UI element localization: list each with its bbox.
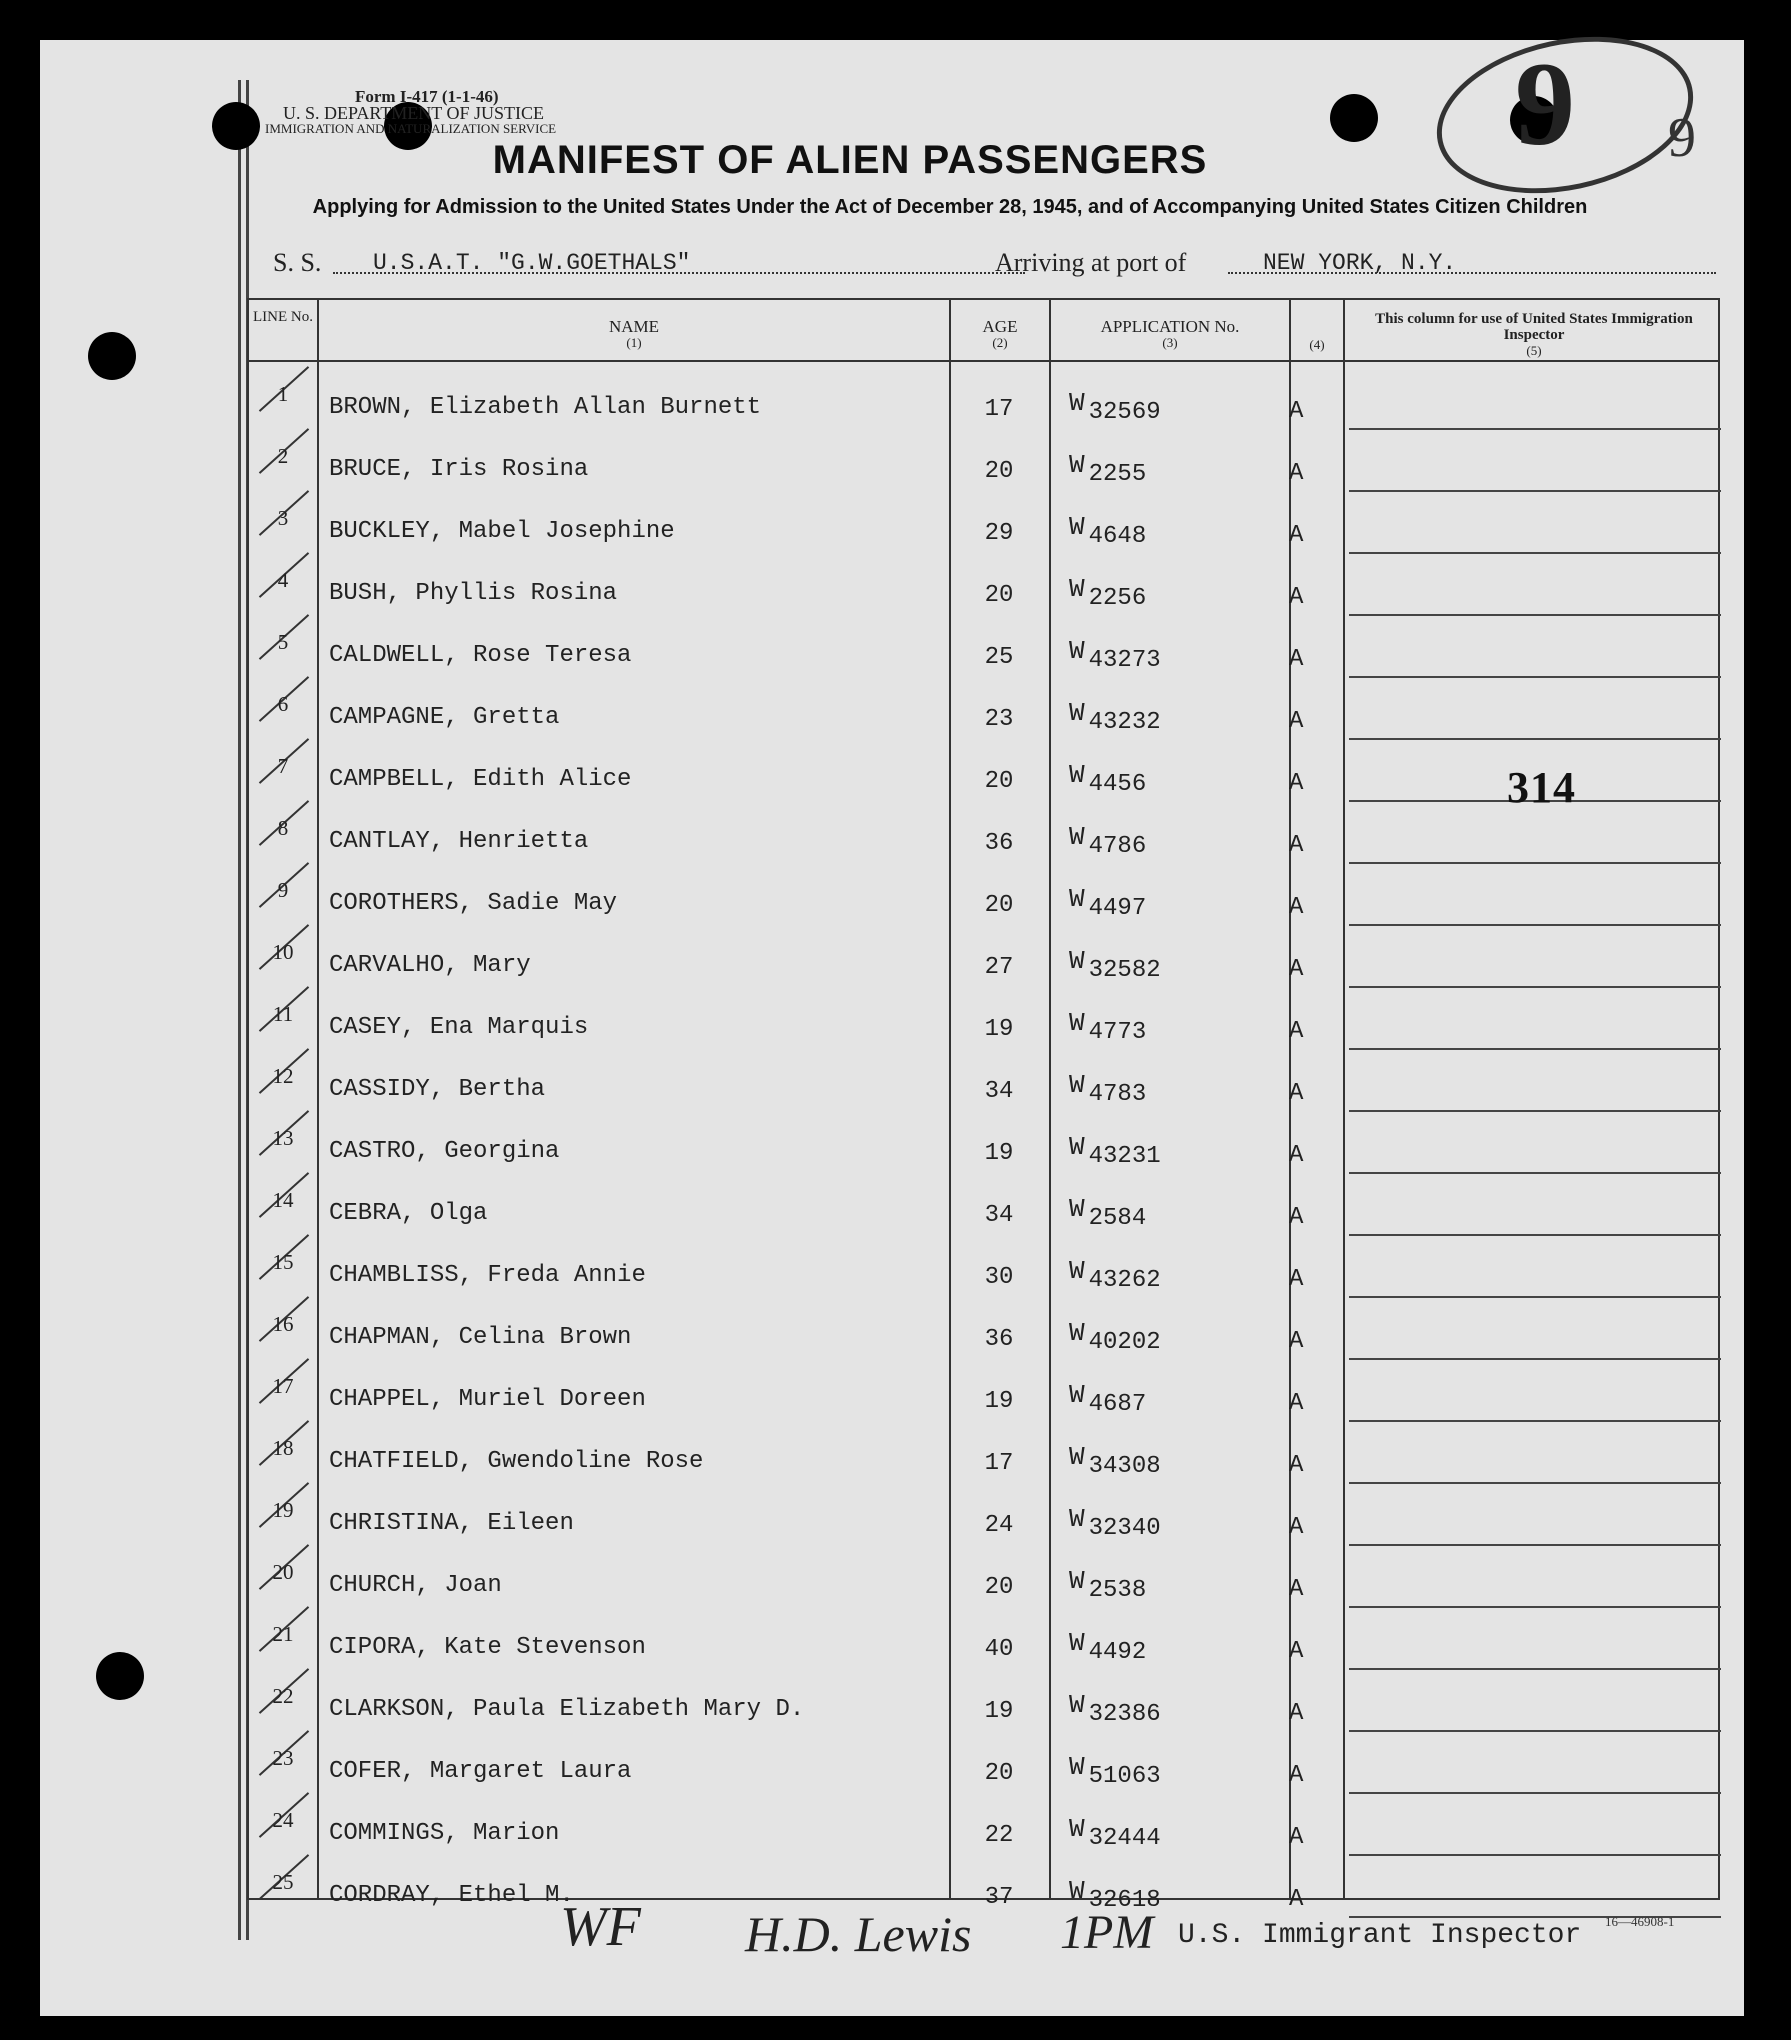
- footer-initials: WF: [560, 1896, 641, 1958]
- status-code: A: [1289, 1824, 1304, 1851]
- table-row: [249, 1242, 1722, 1304]
- line-number: 15: [272, 1250, 294, 1274]
- application-prefix: W: [1069, 1070, 1085, 1100]
- table-row: [249, 1304, 1722, 1366]
- inspector-entry-line: [1349, 428, 1721, 430]
- application-digits: 43262: [1088, 1267, 1161, 1294]
- table-row: [249, 746, 1722, 808]
- passenger-age: 23: [984, 706, 1014, 733]
- application-number: [1069, 450, 1147, 488]
- table-row: [249, 1366, 1722, 1428]
- passenger-age: 20: [984, 768, 1014, 795]
- line-number: 3: [277, 506, 289, 530]
- status-code: A: [1289, 1018, 1304, 1045]
- status-code: A: [1289, 1762, 1304, 1789]
- status-code: A: [1289, 1080, 1304, 1107]
- application-digits: 32569: [1088, 399, 1161, 426]
- inspector-entry-line: [1349, 986, 1721, 988]
- status-code: A: [1289, 398, 1304, 425]
- inspector-signature: H.D. Lewis: [745, 1906, 972, 1962]
- table-row: [249, 1862, 1722, 1924]
- passenger-age: 34: [984, 1078, 1014, 1105]
- application-digits: 4456: [1088, 771, 1147, 798]
- application-digits: 2255: [1088, 461, 1147, 488]
- application-prefix: W: [1069, 1318, 1085, 1348]
- page-number-small: 9: [1668, 107, 1696, 169]
- inspector-entry-line: [1349, 676, 1721, 678]
- application-number: [1069, 1752, 1161, 1790]
- passenger-age: 20: [984, 1760, 1014, 1787]
- header-line-no: LINE No.: [253, 309, 313, 325]
- inspector-entry-line: [1349, 738, 1721, 740]
- inspector-entry-line: [1349, 1172, 1721, 1174]
- status-code: A: [1289, 1204, 1304, 1231]
- status-code: A: [1289, 832, 1304, 859]
- inspector-entry-line: [1349, 614, 1721, 616]
- application-digits: 43231: [1088, 1143, 1161, 1170]
- application-number: [1069, 636, 1161, 674]
- passenger-age: 17: [984, 396, 1014, 423]
- passenger-name: CASEY, Ena Marquis: [329, 1014, 589, 1041]
- application-digits: 4783: [1088, 1081, 1147, 1108]
- ship-line: [273, 248, 1716, 278]
- application-prefix: W: [1069, 388, 1085, 418]
- status-code: A: [1289, 1390, 1304, 1417]
- punch-hole: [212, 102, 260, 150]
- application-prefix: W: [1069, 1194, 1085, 1224]
- passenger-name: CHAPPEL, Muriel Doreen: [329, 1386, 646, 1413]
- table-row: [249, 932, 1722, 994]
- application-prefix: W: [1069, 1814, 1085, 1844]
- inspector-entry-line: [1349, 1544, 1721, 1546]
- application-digits: 32582: [1088, 957, 1161, 984]
- application-digits: 34308: [1088, 1453, 1161, 1480]
- line-number: 17: [272, 1374, 294, 1398]
- application-prefix: W: [1069, 698, 1085, 728]
- line-number: 22: [272, 1684, 294, 1708]
- passenger-name: CARVALHO, Mary: [329, 952, 531, 979]
- passenger-name: BRUCE, Iris Rosina: [329, 456, 589, 483]
- passenger-name: CIPORA, Kate Stevenson: [329, 1634, 646, 1661]
- application-number: [1069, 1814, 1161, 1852]
- status-code: A: [1289, 460, 1304, 487]
- application-number: [1069, 1318, 1161, 1356]
- arriving-label: Arriving at port of: [995, 248, 1187, 277]
- line-number: 25: [272, 1870, 294, 1894]
- inspector-entry-line: [1349, 862, 1721, 864]
- status-code: A: [1289, 646, 1304, 673]
- inspector-entry-line: [1349, 1358, 1721, 1360]
- passenger-name: CAMPBELL, Edith Alice: [329, 766, 632, 793]
- passenger-name: CASSIDY, Bertha: [329, 1076, 546, 1103]
- inspector-entry-line: [1349, 552, 1721, 554]
- application-digits: 4687: [1088, 1391, 1147, 1418]
- punch-hole: [1330, 94, 1378, 142]
- application-number: [1069, 946, 1161, 984]
- passenger-name: CANTLAY, Henrietta: [329, 828, 589, 855]
- application-prefix: W: [1069, 1504, 1085, 1534]
- application-prefix: W: [1069, 1876, 1085, 1906]
- passenger-name: CLARKSON, Paula Elizabeth Mary D.: [329, 1696, 805, 1723]
- passenger-name: CORDRAY, Ethel M.: [329, 1882, 574, 1909]
- passenger-age: 34: [984, 1202, 1014, 1229]
- application-number: [1069, 822, 1147, 860]
- passenger-name: COMMINGS, Marion: [329, 1820, 560, 1847]
- table-row: [249, 1800, 1722, 1862]
- inspector-entry-line: [1349, 1110, 1721, 1112]
- punch-hole: [88, 332, 136, 380]
- application-prefix: W: [1069, 1132, 1085, 1162]
- application-number: [1069, 1566, 1147, 1604]
- passenger-name: CHAPMAN, Celina Brown: [329, 1324, 632, 1351]
- line-number: 24: [272, 1808, 294, 1832]
- punch-hole: [96, 1652, 144, 1700]
- status-code: A: [1289, 770, 1304, 797]
- passenger-name: CEBRA, Olga: [329, 1200, 488, 1227]
- application-number: [1069, 1008, 1147, 1046]
- passenger-name: BUCKLEY, Mabel Josephine: [329, 518, 675, 545]
- inspector-entry-line: [1349, 1668, 1721, 1670]
- application-number: [1069, 1380, 1147, 1418]
- line-number: 12: [272, 1064, 294, 1088]
- ship-name: U.S.A.T. "G.W.GOETHALS": [373, 250, 691, 276]
- passenger-name: CALDWELL, Rose Teresa: [329, 642, 632, 669]
- inspector-entry-line: [1349, 924, 1721, 926]
- table-row: [249, 994, 1722, 1056]
- inspector-entry-line: [1349, 1606, 1721, 1608]
- application-digits: 2256: [1088, 585, 1147, 612]
- status-code: A: [1289, 708, 1304, 735]
- application-number: [1069, 1628, 1147, 1666]
- line-number: 1: [277, 382, 289, 406]
- application-prefix: W: [1069, 636, 1085, 666]
- header-divider: [249, 360, 1718, 362]
- line-number: 5: [277, 630, 289, 654]
- passenger-age: 36: [984, 830, 1014, 857]
- passenger-table: [247, 298, 1720, 1914]
- passenger-name: CHURCH, Joan: [329, 1572, 502, 1599]
- passenger-name: CHAMBLISS, Freda Annie: [329, 1262, 646, 1289]
- passenger-age: 19: [984, 1388, 1014, 1415]
- application-digits: 43232: [1088, 709, 1161, 736]
- status-code: A: [1289, 1886, 1304, 1913]
- application-prefix: W: [1069, 574, 1085, 604]
- inspector-entry-line: [1349, 1792, 1721, 1794]
- application-prefix: W: [1069, 1442, 1085, 1472]
- header-col4: (4): [1309, 337, 1325, 352]
- line-number: 16: [272, 1312, 294, 1336]
- passenger-name: CASTRO, Georgina: [329, 1138, 560, 1165]
- inspector-title: U.S. Immigrant Inspector: [1178, 1920, 1582, 1951]
- header-name: NAME (1): [608, 317, 660, 350]
- inspector-entry-line: [1349, 490, 1721, 492]
- department-name: U. S. DEPARTMENT OF JUSTICE: [283, 103, 544, 123]
- page-title: MANIFEST OF ALIEN PASSENGERS: [492, 138, 1208, 182]
- application-number: [1069, 760, 1147, 798]
- table-row: [249, 1428, 1722, 1490]
- application-number: [1069, 1194, 1147, 1232]
- application-digits: 32444: [1088, 1825, 1161, 1852]
- header-application: APPLICATION No. (3): [1100, 317, 1240, 350]
- application-digits: 40202: [1088, 1329, 1161, 1356]
- status-code: A: [1289, 1514, 1304, 1541]
- table-row: [249, 560, 1722, 622]
- application-prefix: W: [1069, 1380, 1085, 1410]
- application-number: [1069, 884, 1147, 922]
- form-number: Form I-417 (1-1-46): [355, 87, 499, 106]
- application-digits: 4492: [1088, 1639, 1147, 1666]
- table-row: [249, 498, 1722, 560]
- table-row: [249, 1490, 1722, 1552]
- passenger-age: 40: [984, 1636, 1014, 1663]
- passenger-name: COFER, Margaret Laura: [329, 1758, 632, 1785]
- passenger-name: CHATFIELD, Gwendoline Rose: [329, 1448, 704, 1475]
- application-number: [1069, 388, 1161, 426]
- passenger-age: 24: [984, 1512, 1014, 1539]
- table-row: [249, 1056, 1722, 1118]
- line-number: 6: [277, 692, 289, 716]
- passenger-age: 19: [984, 1016, 1014, 1043]
- passenger-name: COROTHERS, Sadie May: [329, 890, 618, 917]
- status-code: A: [1289, 894, 1304, 921]
- status-code: A: [1289, 1328, 1304, 1355]
- passenger-age: 20: [984, 892, 1014, 919]
- application-prefix: W: [1069, 512, 1085, 542]
- line-number: 20: [272, 1560, 294, 1584]
- application-prefix: W: [1069, 822, 1085, 852]
- table-row: [249, 1614, 1722, 1676]
- table-row: [249, 808, 1722, 870]
- passenger-age: 22: [984, 1822, 1014, 1849]
- passenger-age: 25: [984, 644, 1014, 671]
- line-number: 9: [277, 878, 289, 902]
- inspector-entry-line: [1349, 1854, 1721, 1856]
- table-row: [249, 1676, 1722, 1738]
- application-prefix: W: [1069, 1628, 1085, 1658]
- passenger-name: CHRISTINA, Eileen: [329, 1510, 574, 1537]
- passenger-age: 27: [984, 954, 1014, 981]
- application-digits: 4648: [1088, 523, 1147, 550]
- application-prefix: W: [1069, 946, 1085, 976]
- line-number: 23: [272, 1746, 294, 1770]
- application-digits: 43273: [1088, 647, 1161, 674]
- application-digits: 32340: [1088, 1515, 1161, 1542]
- line-number: 14: [272, 1188, 294, 1212]
- passenger-name: BROWN, Elizabeth Allan Burnett: [329, 394, 762, 421]
- status-code: A: [1289, 1638, 1304, 1665]
- passenger-age: 17: [984, 1450, 1014, 1477]
- inspector-entry-line: [1349, 1730, 1721, 1732]
- application-number: [1069, 574, 1147, 612]
- application-digits: 4786: [1088, 833, 1147, 860]
- table-row: [249, 622, 1722, 684]
- application-number: [1069, 1504, 1161, 1542]
- line-number: 18: [272, 1436, 294, 1460]
- application-number: [1069, 698, 1161, 736]
- passenger-age: 20: [984, 582, 1014, 609]
- table-row: [249, 870, 1722, 932]
- line-number: 11: [272, 1002, 294, 1026]
- passenger-name: CAMPAGNE, Gretta: [329, 704, 560, 731]
- status-code: A: [1289, 1700, 1304, 1727]
- application-number: [1069, 1256, 1161, 1294]
- status-code: A: [1289, 1452, 1304, 1479]
- line-number: 10: [272, 940, 294, 964]
- stamp-number: 314: [1507, 763, 1576, 812]
- inspector-entry-line: [1349, 1296, 1721, 1298]
- passenger-age: 29: [984, 520, 1014, 547]
- application-number: [1069, 1070, 1147, 1108]
- application-number: [1069, 512, 1147, 550]
- application-prefix: W: [1069, 450, 1085, 480]
- header-age: AGE (2): [982, 317, 1018, 350]
- status-code: A: [1289, 1142, 1304, 1169]
- application-digits: 2538: [1088, 1577, 1147, 1604]
- line-number: 21: [272, 1622, 294, 1646]
- passenger-age: 20: [984, 1574, 1014, 1601]
- inspector-entry-line: [1349, 1234, 1721, 1236]
- application-prefix: W: [1069, 1690, 1085, 1720]
- application-prefix: W: [1069, 884, 1085, 914]
- table-row: [249, 374, 1722, 436]
- passenger-age: 20: [984, 458, 1014, 485]
- page-number-circled: 9: [1515, 37, 1575, 170]
- application-digits: 32386: [1088, 1701, 1161, 1728]
- passenger-age: 36: [984, 1326, 1014, 1353]
- table-row: [249, 1552, 1722, 1614]
- application-prefix: W: [1069, 760, 1085, 790]
- passenger-name: BUSH, Phyllis Rosina: [329, 580, 618, 607]
- table-row: [249, 436, 1722, 498]
- application-number: [1069, 1132, 1161, 1170]
- passenger-age: 30: [984, 1264, 1014, 1291]
- line-number: 2: [277, 444, 289, 468]
- application-digits: 51063: [1088, 1763, 1161, 1790]
- table-row: [249, 1738, 1722, 1800]
- status-code: A: [1289, 1266, 1304, 1293]
- application-prefix: W: [1069, 1256, 1085, 1286]
- page-subtitle: Applying for Admission to the United States Under the Act of December 28, 1945, and of Accompanying United States Citizen Children: [312, 196, 1588, 218]
- passenger-age: 37: [984, 1884, 1014, 1911]
- status-code: A: [1289, 956, 1304, 983]
- left-margin-line: [238, 80, 241, 1940]
- table-row: [249, 1118, 1722, 1180]
- passenger-age: 19: [984, 1140, 1014, 1167]
- application-digits: 4497: [1088, 895, 1147, 922]
- line-number: 4: [277, 568, 289, 592]
- application-digits: 32618: [1088, 1887, 1161, 1914]
- application-number: [1069, 1442, 1161, 1480]
- table-row: [249, 684, 1722, 746]
- line-number: 7: [277, 754, 289, 778]
- application-prefix: W: [1069, 1566, 1085, 1596]
- line-number: 8: [277, 816, 289, 840]
- application-number: [1069, 1690, 1161, 1728]
- status-code: A: [1289, 522, 1304, 549]
- footer-time: 1PM: [1060, 1906, 1154, 1959]
- inspector-entry-line: [1349, 1048, 1721, 1050]
- inspector-entry-line: [1349, 1482, 1721, 1484]
- line-number: 13: [272, 1126, 294, 1150]
- status-code: A: [1289, 584, 1304, 611]
- header-inspector: This column for use of United States Immigration Inspector (5): [1375, 311, 1693, 358]
- line-number: 19: [272, 1498, 294, 1522]
- ship-prefix: S. S.: [273, 248, 322, 277]
- service-name: IMMIGRATION AND NATURALIZATION SERVICE: [265, 121, 557, 136]
- application-digits: 4773: [1088, 1019, 1147, 1046]
- status-code: A: [1289, 1576, 1304, 1603]
- form-code: 16—46908-1: [1605, 1914, 1675, 1929]
- passenger-age: 19: [984, 1698, 1014, 1725]
- table-row: [249, 1180, 1722, 1242]
- application-prefix: W: [1069, 1008, 1085, 1038]
- port-name: NEW YORK, N.Y.: [1263, 250, 1457, 276]
- inspector-entry-line: [1349, 1420, 1721, 1422]
- application-digits: 2584: [1088, 1205, 1147, 1232]
- application-prefix: W: [1069, 1752, 1085, 1782]
